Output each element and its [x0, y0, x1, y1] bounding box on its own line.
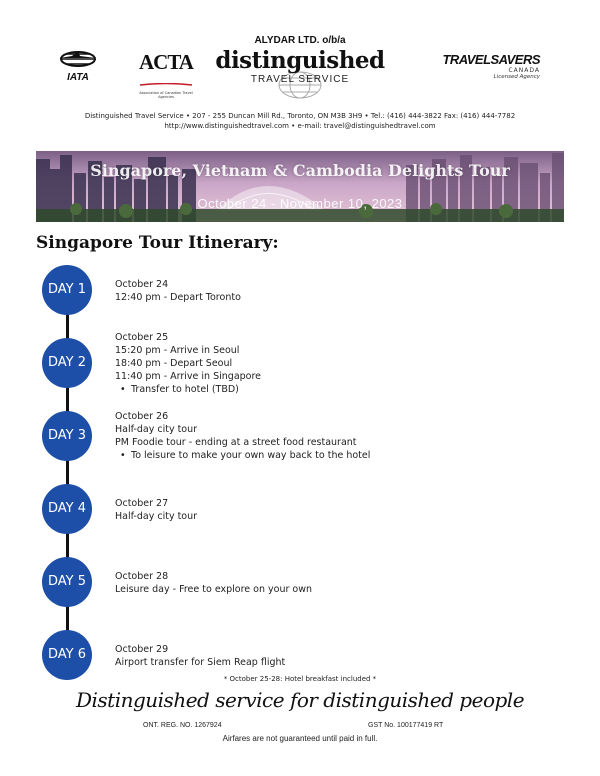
- day-5-details: [115, 570, 312, 596]
- day-line: 12:40 pm - Depart Toronto: [115, 292, 241, 303]
- day-2-details: [115, 331, 261, 396]
- acta-swoosh-icon: [136, 83, 196, 87]
- acta-sub: Association of Canadian Travel Agencies: [139, 91, 193, 99]
- day-date: October 24: [115, 279, 169, 290]
- day-line: Airport transfer for Siem Reap flight: [115, 657, 286, 668]
- day-date: October 27: [115, 498, 169, 509]
- day-bullet: • Transfer to hotel (TBD): [115, 383, 261, 396]
- slogan: Distinguished service for distinguished people: [75, 688, 525, 712]
- day-date: October 26: [115, 411, 169, 422]
- day-line: 11:40 pm - Arrive in Singapore: [115, 371, 262, 382]
- travelsavers-logo: [440, 52, 540, 80]
- travelsavers-country: CANADA: [508, 67, 540, 74]
- iata-globe-icon: [58, 50, 98, 68]
- banner: [36, 151, 564, 222]
- day-date: October 25: [115, 332, 169, 343]
- day-4-badge: DAY 4: [42, 484, 92, 534]
- iata-label: IATA: [67, 72, 89, 83]
- day-line: PM Foodie tour - ending at a street food restaurant: [115, 437, 357, 448]
- day-date: October 28: [115, 571, 169, 582]
- day-2-badge: DAY 2: [42, 338, 92, 388]
- banner-title: Singapore, Vietnam & Cambodia Delights Tour: [90, 161, 510, 180]
- day-date: October 29: [115, 644, 169, 655]
- day-line: 18:40 pm - Depart Seoul: [115, 358, 233, 369]
- acta-label: ACTA: [139, 50, 193, 74]
- travelsavers-label: TRAVELSAVERS: [442, 52, 540, 67]
- address-line: Distinguished Travel Service • 207 - 255 Duncan Mill Rd., Toronto, ON M3B 3H9 • Tel.: (416) 444-3822 Fax: (416) 444-7782: [84, 112, 516, 120]
- day-line: Half-day city tour: [115, 511, 198, 522]
- day-5-badge: DAY 5: [42, 557, 92, 607]
- itinerary-title: Singapore Tour Itinerary:: [36, 233, 279, 253]
- airfares-disclaimer: Airfares are not guaranteed until paid in full.: [222, 734, 378, 743]
- day-6-badge: DAY 6: [42, 630, 92, 680]
- web-email-line: http://www.distinguishedtravel.com • e-mail: travel@distinguishedtravel.com: [164, 122, 436, 130]
- day-6-details: [115, 643, 285, 669]
- breakfast-footnote: * October 25-28: Hotel breakfast included *: [223, 675, 377, 683]
- day-1-details: [115, 278, 241, 304]
- banner-dates: October 24 - November 10, 2023: [197, 196, 403, 211]
- day-3-details: [115, 410, 370, 462]
- day-line: Half-day city tour: [115, 424, 198, 435]
- acta-logo: [136, 52, 196, 99]
- day-bullet: • To leisure to make your own way back to the hotel: [115, 449, 370, 462]
- gst-number: GST No. 100177419 RT: [368, 722, 444, 729]
- day-4-details: [115, 497, 197, 523]
- logo-main: distinguished: [215, 47, 385, 74]
- iata-logo: [58, 50, 98, 83]
- day-line: Leisure day - Free to explore on your own: [115, 584, 312, 595]
- day-line: 15:20 pm - Arrive in Seoul: [115, 345, 240, 356]
- distinguished-logo: [205, 48, 395, 98]
- travelsavers-licensed: Licensed Agency: [493, 74, 540, 80]
- ont-reg-number: ONT. REG. NO. 1267924: [143, 722, 222, 729]
- alydar-label: ALYDAR LTD. o/b/a: [254, 35, 346, 46]
- day-3-badge: DAY 3: [42, 411, 92, 461]
- logo-sub: TRAVEL SERVICE: [250, 74, 350, 85]
- day-1-badge: DAY 1: [42, 265, 92, 315]
